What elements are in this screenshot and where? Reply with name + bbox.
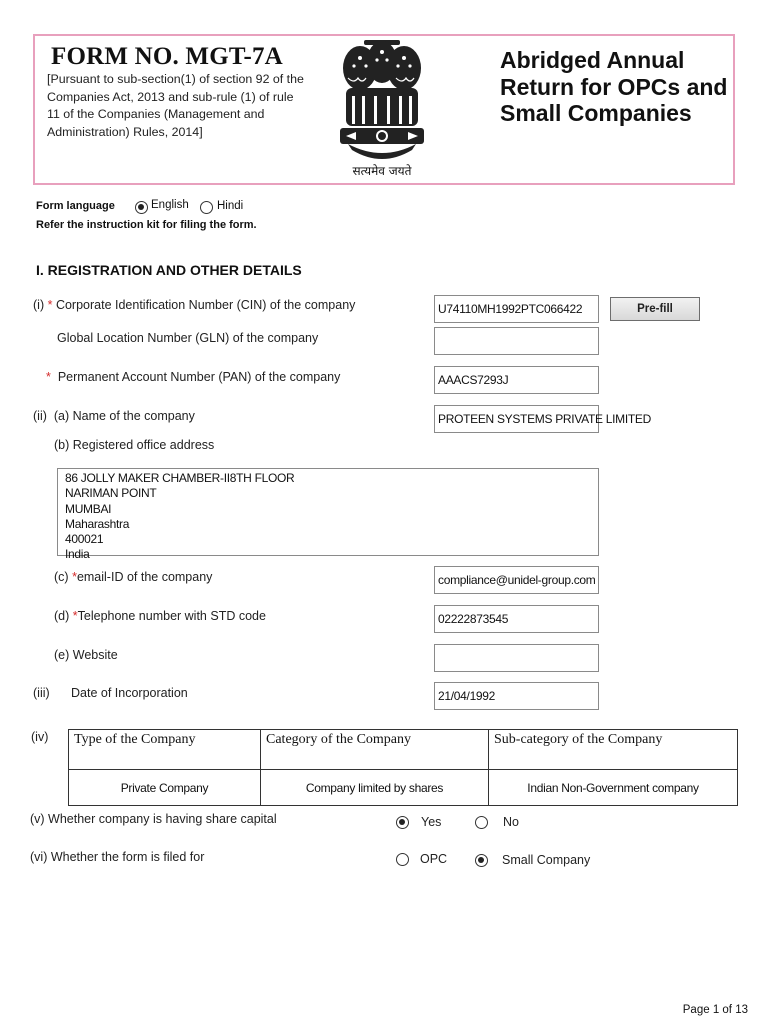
section-title: I. REGISTRATION AND OTHER DETAILS (36, 262, 302, 278)
company-type-value[interactable]: Private Company (69, 770, 261, 806)
phone-label: (d) *Telephone number with STD code (54, 609, 266, 623)
form-language-label: Form language (36, 200, 115, 212)
instruction-note: Refer the instruction kit for filing the form. (36, 219, 257, 231)
radio-no-label: No (503, 815, 519, 829)
email-input[interactable]: compliance@unidel-group.com (434, 566, 599, 594)
address-label: (b) Registered office address (54, 438, 215, 452)
radio-share-capital-yes[interactable] (396, 816, 409, 829)
cin-input[interactable]: U74110MH1992PTC066422 (434, 295, 599, 323)
table-header: Sub-category of the Company (489, 730, 738, 770)
incorporation-date-input[interactable]: 21/04/1992 (434, 682, 599, 710)
cin-label: (i) * Corporate Identification Number (CIN) of the company (33, 298, 356, 312)
company-table-num: (iv) (31, 730, 49, 744)
radio-yes-label: Yes (421, 815, 442, 829)
radio-share-capital-no[interactable] (475, 816, 488, 829)
radio-opc-label: OPC (420, 852, 448, 866)
table-header: Type of the Company (69, 730, 261, 770)
radio-opc[interactable] (396, 853, 409, 866)
radio-hindi-label: Hindi (217, 200, 244, 212)
pursuant-note: [Pursuant to sub-section(1) of section 92 of the Companies Act, 2013 and sub-rule (1) of rule 11 of the Companies (Management and Administration) Rules, 2014] (47, 72, 304, 139)
emblem-motto: सत्यमेव जयते (352, 164, 412, 178)
phone-input[interactable]: 02222873545 (434, 605, 599, 633)
address-line: Maharashtra (65, 516, 130, 531)
radio-small-company-label: Small Company (502, 853, 591, 867)
radio-english-label: English (151, 199, 189, 211)
filed-for-label: (vi) Whether the form is filed for (30, 850, 205, 864)
pan-input[interactable]: AAACS7293J (434, 366, 599, 394)
radio-english[interactable] (135, 201, 148, 214)
incorporation-num: (iii) (33, 686, 50, 700)
table-header: Category of the Company (261, 730, 489, 770)
address-line: 86 JOLLY MAKER CHAMBER-II8TH FLOOR (65, 471, 295, 485)
gln-label: Global Location Number (GLN) of the company (57, 331, 319, 345)
gln-input[interactable] (434, 327, 599, 355)
prefill-button[interactable]: Pre-fill (610, 297, 700, 321)
pan-label: * Permanent Account Number (PAN) of the company (46, 370, 341, 384)
address-line: India (65, 547, 90, 562)
company-subcategory-value[interactable]: Indian Non-Government company (489, 770, 738, 806)
company-category-value[interactable]: Company limited by shares (261, 770, 489, 806)
radio-hindi[interactable] (200, 201, 213, 214)
company-type-table (68, 729, 738, 806)
website-label: (e) Website (54, 648, 118, 662)
radio-small-company[interactable] (475, 854, 488, 867)
address-line: NARIMAN POINT (65, 486, 157, 501)
form-title: Abridged Annual Return for OPCs and Small Companies (500, 47, 728, 126)
address-textarea[interactable] (57, 468, 599, 562)
form-number: FORM NO. MGT-7A (51, 43, 283, 70)
company-name-input[interactable]: PROTEEN SYSTEMS PRIVATE LIMITED (434, 405, 599, 433)
share-capital-label: (v) Whether company is having share capital (30, 812, 277, 826)
address-line: 400021 (65, 532, 104, 547)
company-name-label: (ii) (a) Name of the company (33, 409, 195, 423)
website-input[interactable] (434, 644, 599, 672)
page-number: Page 1 of 13 (682, 1004, 748, 1016)
incorporation-label: Date of Incorporation (71, 686, 188, 700)
address-line: MUMBAI (65, 501, 112, 516)
email-label: (c) *email-ID of the company (54, 570, 213, 584)
